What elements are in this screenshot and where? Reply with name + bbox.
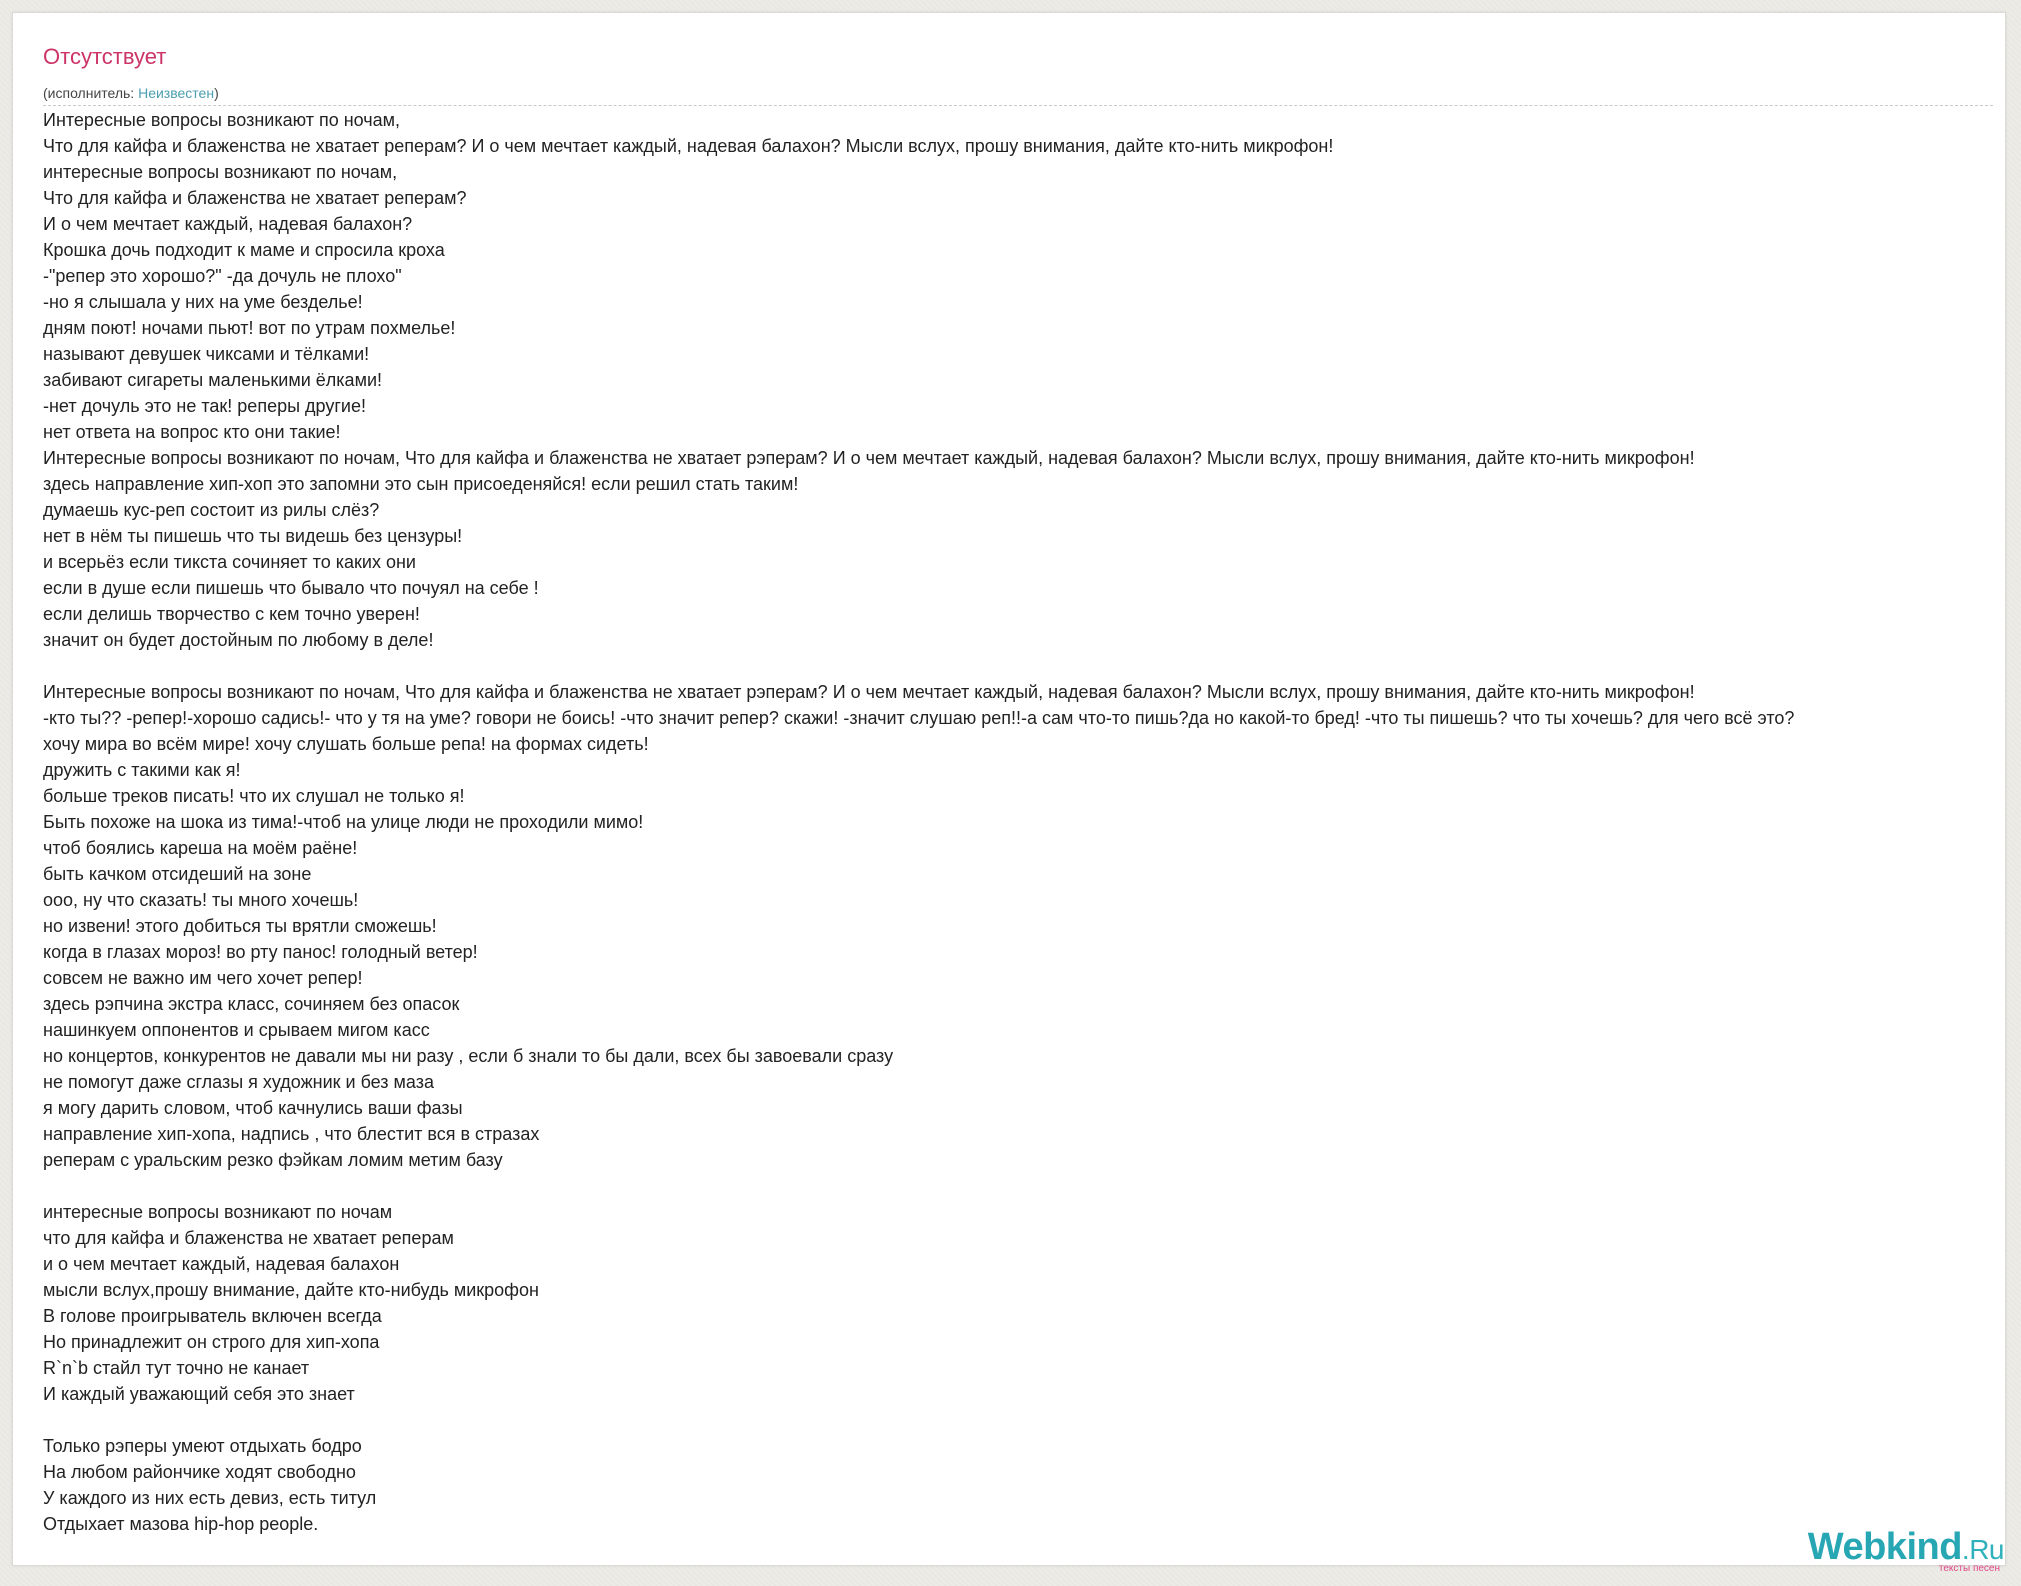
- lyric-line: И каждый уважающий себя это знает: [43, 1384, 355, 1404]
- lyric-line: И о чем мечтает каждый, надевая балахон?: [43, 214, 413, 234]
- lyric-line: думаешь кус-реп состоит из рилы слёз?: [43, 500, 380, 520]
- lyric-line: Что для кайфа и блаженства не хватает реперам? И о чем мечтает каждый, надевая балахон? Мысли вслух, прошу внимания, дайте кто-нить микрофон!: [43, 136, 1334, 156]
- logo-tagline: тексты песен: [1938, 1563, 2000, 1574]
- lyric-line: здесь рэпчина экстра класс, сочиняем без опасок: [43, 994, 460, 1014]
- lyric-line: Интересные вопросы возникают по ночам,: [43, 110, 401, 130]
- lyric-line: [43, 653, 2006, 679]
- lyric-line: интересные вопросы возникают по ночам: [43, 1202, 393, 1222]
- lyric-line: хочу мира во всём мире! хочу слушать больше репа! на формах сидеть!: [43, 734, 649, 754]
- lyric-line: чтоб боялись кареша на моём раёне!: [43, 838, 358, 858]
- lyric-line: значит он будет достойным по любому в деле!: [43, 630, 434, 650]
- lyric-line: У каждого из них есть девиз, есть титул: [43, 1488, 377, 1508]
- lyric-line: Интересные вопросы возникают по ночам, Что для кайфа и блаженства не хватает рэперам? И о чем мечтает каждый, надевая балахон? Мысли вслух, прошу внимания, дайте кто-нить микрофон!: [43, 682, 1695, 702]
- lyric-line: -нет дочуль это не так! реперы другие!: [43, 396, 366, 416]
- lyric-line: забивают сигареты маленькими ёлками!: [43, 370, 382, 390]
- lyric-line: больше треков писать! что их слушал не только я!: [43, 786, 465, 806]
- lyric-line: ооо, ну что сказать! ты много хочешь!: [43, 890, 359, 910]
- lyric-line: но извени! этого добиться ты врятли сможешь!: [43, 916, 437, 936]
- lyric-line: мысли вслух,прошу внимание, дайте кто-нибудь микрофон: [43, 1280, 539, 1300]
- lyric-line: быть качком отсидеший на зоне: [43, 864, 312, 884]
- song-title: Отсутствует: [43, 44, 167, 69]
- logo-wordmark: [1808, 1528, 2004, 1566]
- lyric-line: На любом райончике ходят свободно: [43, 1462, 356, 1482]
- site-logo[interactable]: [1808, 1528, 2004, 1574]
- artist-line: [43, 84, 219, 102]
- lyric-line: здесь направление хип-хоп это запомни это сын присоеденяйся! если решил стать таким!: [43, 474, 799, 494]
- lyric-line: но концертов, конкурентов не давали мы ни разу , если б знали то бы дали, всех бы завоевали сразу: [43, 1046, 894, 1066]
- lyrics-card: [12, 12, 2006, 1566]
- lyric-line: -но я слышала у них на уме безделье!: [43, 292, 363, 312]
- lyric-line: [43, 1407, 2006, 1433]
- lyric-line: Но принадлежит он строго для хип-хопа: [43, 1332, 380, 1352]
- lyric-line: реперам с уральским резко фэйкам ломим метим базу: [43, 1150, 503, 1170]
- lyric-line: [43, 1173, 2006, 1199]
- lyrics-text: [43, 107, 2006, 1537]
- lyric-line: интересные вопросы возникают по ночам,: [43, 162, 398, 182]
- lyric-line: дням поют! ночами пьют! вот по утрам похмелье!: [43, 318, 456, 338]
- lyric-line: Крошка дочь подходит к маме и спросила кроха: [43, 240, 445, 260]
- lyric-line: дружить с такими как я!: [43, 760, 241, 780]
- lyric-line: -кто ты?? -репер!-хорошо садись!- что у тя на уме? говори не боись! -что значит репер? скажи! -значит слушаю реп!!-а сам что-то пишь?да но какой-то бред! -что ты пишешь? что ты хочешь? для чего всё это?: [43, 708, 1795, 728]
- lyric-line: не помогут даже сглазы я художник и без маза: [43, 1072, 434, 1092]
- lyric-line: нашинкуем оппонентов и срываем мигом касс: [43, 1020, 430, 1040]
- artist-link[interactable]: Неизвестен: [138, 85, 215, 101]
- lyric-line: нет ответа на вопрос кто они такие!: [43, 422, 341, 442]
- lyric-line: нет в нём ты пишешь что ты видешь без цензуры!: [43, 526, 463, 546]
- lyric-line: если в душе если пишешь что бывало что почуял на себе !: [43, 578, 539, 598]
- lyric-line: -"репер это хорошо?" -да дочуль не плохо": [43, 266, 402, 286]
- logo-suffix: .Ru: [1961, 1534, 2004, 1565]
- lyric-line: совсем не важно им чего хочет репер!: [43, 968, 363, 988]
- lyric-line: Отдыхает мазова hip-hop people.: [43, 1514, 319, 1534]
- lyric-line: В голове проигрыватель включен всегда: [43, 1306, 382, 1326]
- logo-main-text: Webkind: [1807, 1526, 1962, 1568]
- artist-prefix: (исполнитель:: [43, 85, 139, 101]
- lyric-line: когда в глазах мороз! во рту панос! голодный ветер!: [43, 942, 478, 962]
- lyric-line: Только рэперы умеют отдыхать бодро: [43, 1436, 362, 1456]
- lyric-line: и о чем мечтает каждый, надевая балахон: [43, 1254, 400, 1274]
- lyric-line: Что для кайфа и блаженства не хватает реперам?: [43, 188, 467, 208]
- song-header: [43, 43, 1993, 106]
- lyric-line: что для кайфа и блаженства не хватает реперам: [43, 1228, 454, 1248]
- lyric-line: если делишь творчество с кем точно уверен!: [43, 604, 420, 624]
- lyric-line: R`n`b стайл тут точно не канает: [43, 1358, 310, 1378]
- lyric-line: Быть похоже на шока из тима!-чтоб на улице люди не проходили мимо!: [43, 812, 644, 832]
- lyric-line: называют девушек чиксами и тёлками!: [43, 344, 370, 364]
- lyric-line: я могу дарить словом, чтоб качнулись ваши фазы: [43, 1098, 463, 1118]
- artist-suffix: ): [214, 85, 219, 101]
- lyric-line: Интересные вопросы возникают по ночам, Что для кайфа и блаженства не хватает рэперам? И о чем мечтает каждый, надевая балахон? Мысли вслух, прошу внимания, дайте кто-нить микрофон!: [43, 448, 1695, 468]
- lyric-line: и всерьёз если тикста сочиняет то каких они: [43, 552, 416, 572]
- lyric-line: направление хип-хопа, надпись , что блестит вся в стразах: [43, 1124, 540, 1144]
